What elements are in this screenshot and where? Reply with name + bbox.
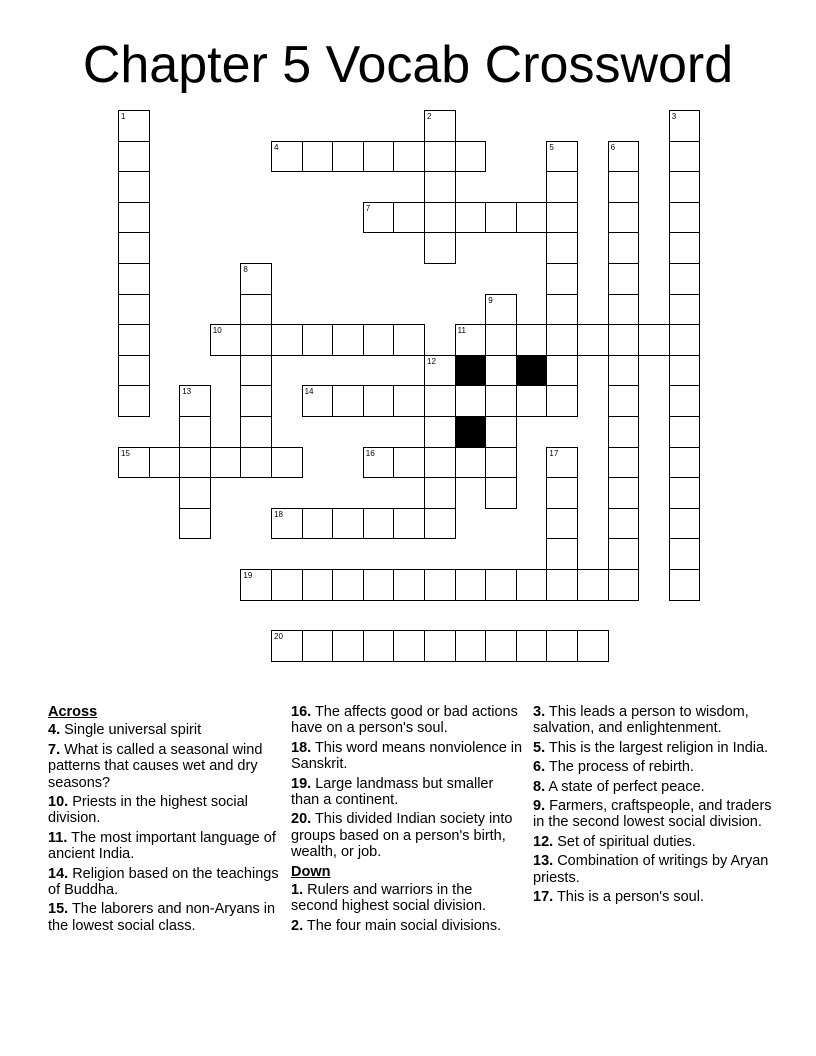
crossword-cell[interactable] [669, 141, 701, 173]
crossword-cell[interactable] [393, 141, 425, 173]
crossword-cell[interactable] [669, 385, 701, 417]
crossword-cell[interactable] [577, 569, 609, 601]
clue-number: 8 [243, 265, 248, 274]
crossword-cell[interactable] [118, 171, 150, 203]
crossword-cell[interactable] [271, 324, 303, 356]
crossword-cell[interactable] [424, 110, 456, 142]
clue-number: 11 [457, 326, 466, 336]
clue-number: 14 [304, 387, 314, 397]
crossword-cell[interactable] [302, 508, 334, 540]
crossword-cell[interactable] [393, 324, 425, 356]
crossword-cell[interactable] [179, 447, 211, 479]
crossword-cell[interactable] [240, 263, 272, 295]
clue-number: 19 [243, 571, 253, 580]
crossword-cell[interactable] [332, 569, 364, 601]
crossword-cell[interactable] [516, 630, 548, 662]
crossword-cell[interactable] [363, 508, 395, 540]
crossword-cell[interactable] [669, 263, 701, 295]
crossword-cell[interactable] [669, 324, 701, 356]
clue-number: 5 [549, 142, 554, 152]
black-square [516, 355, 548, 387]
crossword-cell[interactable] [455, 324, 487, 356]
clue-across-7: 7. What is called a seasonal wind patterns that causes wet and dry seasons? [48, 741, 263, 791]
crossword-cell[interactable] [363, 447, 395, 479]
crossword-cell[interactable] [302, 630, 334, 662]
clue-down-6: 6. The process of rebirth. [533, 759, 694, 776]
crossword-cell[interactable] [118, 324, 150, 356]
crossword-cell[interactable] [577, 630, 609, 662]
crossword-cell[interactable] [210, 447, 242, 479]
crossword-cell[interactable] [669, 538, 701, 570]
crossword-cell[interactable] [638, 324, 670, 356]
crossword-cell[interactable] [608, 355, 640, 387]
crossword-cell[interactable] [455, 385, 487, 417]
crossword-cell[interactable] [485, 355, 517, 387]
crossword-cell[interactable] [669, 447, 701, 479]
crossword-cell[interactable] [393, 447, 425, 479]
crossword-cell[interactable] [516, 569, 548, 601]
crossword-cell[interactable] [608, 477, 640, 509]
clue-number: 9 [488, 295, 493, 305]
crossword-cell[interactable] [669, 232, 701, 264]
clue-number: 2 [427, 112, 432, 121]
crossword-cell[interactable] [546, 263, 578, 295]
crossword-cell[interactable] [332, 324, 364, 356]
crossword-cell[interactable] [546, 447, 578, 479]
clue-across-19: 19. Large landmass but smaller than a continent. [291, 775, 494, 809]
crossword-cell[interactable] [424, 385, 456, 417]
crossword-cell[interactable] [669, 171, 701, 203]
crossword-cell[interactable] [669, 110, 701, 142]
crossword-cell[interactable] [546, 508, 578, 540]
crossword-cell[interactable] [608, 232, 640, 264]
crossword-cell[interactable] [546, 385, 578, 417]
crossword-cell[interactable] [485, 202, 517, 234]
crossword-cell[interactable] [424, 416, 456, 448]
clue-across-16: 16. The affects good or bad actions have on a person's soul. [291, 704, 518, 737]
crossword-cell[interactable] [608, 447, 640, 479]
clue-number: 6 [610, 142, 616, 152]
crossword-cell[interactable] [485, 385, 517, 417]
crossword-cell[interactable] [363, 569, 395, 601]
crossword-cell[interactable] [424, 355, 456, 387]
crossword-cell[interactable] [455, 141, 487, 173]
crossword-cell[interactable] [485, 324, 517, 356]
clues-column-2 [291, 702, 523, 937]
crossword-cell[interactable] [240, 355, 272, 387]
crossword-cell[interactable] [271, 569, 303, 601]
clue-across-15: 15. The laborers and non-Aryans in the lowest social class. [48, 901, 276, 934]
clue-number: 12 [427, 356, 436, 366]
crossword-cell[interactable] [608, 324, 640, 356]
crossword-cell[interactable] [485, 630, 517, 662]
crossword-cell[interactable] [424, 477, 456, 509]
clue-down-1: 1. Rulers and warriors in the second highest social division. [291, 882, 487, 915]
crossword-cell[interactable] [546, 324, 578, 356]
crossword-cell[interactable] [302, 569, 334, 601]
crossword-cell[interactable] [271, 508, 303, 540]
crossword-cell[interactable] [118, 141, 150, 173]
clue-across-4: 4. Single universal spirit [48, 722, 202, 739]
crossword-cell[interactable] [455, 202, 487, 234]
crossword-cell[interactable] [271, 447, 303, 479]
crossword-cell[interactable] [608, 202, 640, 234]
clue-down-5: 5. This is the largest religion in India. [533, 739, 769, 756]
crossword-cell[interactable] [363, 141, 395, 173]
crossword-cell[interactable] [179, 508, 211, 540]
crossword-cell[interactable] [424, 141, 456, 173]
clue-across-14: 14. Religion based on the teachings of Buddha. [48, 865, 279, 899]
clue-number: 7 [365, 203, 371, 213]
crossword-cell[interactable] [608, 538, 640, 570]
crossword-cell[interactable] [546, 202, 578, 234]
crossword-cell[interactable] [240, 447, 272, 479]
clue-down-9: 9. Farmers, craftspeople, and traders in the second lowest social division. [533, 798, 772, 831]
crossword-cell[interactable] [608, 508, 640, 540]
crossword-cell[interactable] [332, 385, 364, 417]
crossword-cell[interactable] [240, 324, 272, 356]
crossword-cell[interactable] [424, 569, 456, 601]
clue-across-18: 18. This word means nonviolence in Sanskrit. [291, 739, 523, 773]
clue-down-13: 13. Combination of writings by Aryan priests. [533, 853, 769, 886]
crossword-cell[interactable] [608, 416, 640, 448]
clue-number: 18 [274, 509, 283, 519]
crossword-cell[interactable] [546, 294, 578, 326]
crossword-cell[interactable] [118, 294, 150, 326]
crossword-cell[interactable] [118, 232, 150, 264]
clue-down-2: 2. The four main social divisions. [291, 917, 502, 934]
crossword-cell[interactable] [546, 171, 578, 203]
clue-across-11: 11. The most important language of ancient India. [48, 829, 276, 863]
clue-down-12: 12. Set of spiritual duties. [533, 833, 696, 850]
page-title: Chapter 5 Vocab Crossword [82, 36, 734, 94]
crossword-cell[interactable] [118, 447, 150, 479]
crossword-cell[interactable] [363, 202, 395, 234]
crossword-cell[interactable] [271, 141, 303, 173]
clue-number: 4 [274, 142, 279, 152]
crossword-cell[interactable] [608, 171, 640, 203]
crossword-cell[interactable] [485, 569, 517, 601]
crossword-cell[interactable] [424, 508, 456, 540]
clue-number: 16 [365, 448, 375, 458]
crossword-cell[interactable] [240, 294, 272, 326]
crossword-cell[interactable] [393, 202, 425, 234]
crossword-cell[interactable] [485, 294, 517, 326]
crossword-cell[interactable] [149, 447, 181, 479]
crossword-cell[interactable] [608, 569, 640, 601]
crossword-cell[interactable] [118, 355, 150, 387]
crossword-cell[interactable] [577, 324, 609, 356]
crossword-cell[interactable] [669, 416, 701, 448]
crossword-cell[interactable] [332, 508, 364, 540]
crossword-cell[interactable] [179, 385, 211, 417]
clue-across-20: 20. This divided Indian society into groups based on a person's birth, wealth, or job. [291, 811, 513, 861]
across-heading: Across [48, 704, 98, 720]
crossword-cell[interactable] [271, 630, 303, 662]
crossword-cell[interactable] [424, 630, 456, 662]
crossword-cell[interactable] [393, 508, 425, 540]
crossword-cell[interactable] [608, 263, 640, 295]
crossword-cell[interactable] [332, 141, 364, 173]
crossword-cell[interactable] [393, 385, 425, 417]
crossword-cell[interactable] [302, 324, 334, 356]
crossword-cell[interactable] [424, 447, 456, 479]
crossword-cell[interactable] [424, 202, 456, 234]
clues-column-3 [533, 702, 773, 908]
crossword-cell[interactable] [485, 447, 517, 479]
crossword-cell[interactable] [363, 385, 395, 417]
crossword-cell[interactable] [608, 385, 640, 417]
crossword-cell[interactable] [516, 202, 548, 234]
clue-number: 15 [121, 448, 130, 458]
clue-number: 1 [121, 112, 126, 121]
crossword-cell[interactable] [363, 630, 395, 662]
crossword-cell[interactable] [608, 141, 640, 173]
crossword-cell[interactable] [455, 569, 487, 601]
crossword-cell[interactable] [669, 508, 701, 540]
crossword-cell[interactable] [516, 385, 548, 417]
crossword-cell[interactable] [546, 477, 578, 509]
clue-down-3: 3. This leads a person to wisdom, salvation, and enlightenment. [533, 704, 749, 737]
crossword-cell[interactable] [546, 141, 578, 173]
crossword-cell[interactable] [424, 232, 456, 264]
crossword-cell[interactable] [424, 171, 456, 203]
clue-down-17: 17. This is a person's soul. [533, 889, 704, 906]
clue-across-10: 10. Priests in the highest social division. [48, 794, 248, 827]
crossword-cell[interactable] [546, 630, 578, 662]
clue-number: 10 [212, 326, 222, 336]
clue-number: 20 [274, 632, 283, 642]
crossword-cell[interactable] [118, 385, 150, 417]
crossword-cell[interactable] [210, 324, 242, 356]
crossword-cell[interactable] [118, 263, 150, 295]
crossword-cell[interactable] [240, 416, 272, 448]
crossword-cell[interactable] [669, 294, 701, 326]
clue-number: 13 [182, 387, 192, 397]
crossword-cell[interactable] [546, 232, 578, 264]
crossword-cell[interactable] [240, 385, 272, 417]
crossword-cell[interactable] [240, 569, 272, 601]
down-heading: Down [291, 863, 331, 880]
black-square [455, 355, 487, 387]
crossword-cell[interactable] [485, 416, 517, 448]
crossword-cell[interactable] [455, 630, 487, 662]
crossword-cell[interactable] [485, 477, 517, 509]
crossword-cell[interactable] [516, 324, 548, 356]
black-square [455, 416, 487, 448]
crossword-cell[interactable] [546, 355, 578, 387]
clue-number: 17 [549, 448, 559, 458]
crossword-cell[interactable] [608, 294, 640, 326]
crossword-cell[interactable] [393, 569, 425, 601]
crossword-cell[interactable] [302, 141, 334, 173]
crossword-cell[interactable] [669, 569, 701, 601]
crossword-cell[interactable] [546, 538, 578, 570]
crossword-cell[interactable] [179, 477, 211, 509]
crossword-cell[interactable] [669, 202, 701, 234]
clues-column-1 [48, 702, 280, 937]
crossword-cell[interactable] [332, 630, 364, 662]
crossword-cell[interactable] [118, 202, 150, 234]
crossword-cell[interactable] [393, 630, 425, 662]
clue-number: 3 [671, 112, 677, 121]
crossword-cell[interactable] [455, 447, 487, 479]
crossword-cell[interactable] [118, 110, 150, 142]
crossword-cell[interactable] [363, 324, 395, 356]
crossword-cell[interactable] [302, 385, 334, 417]
clue-down-8: 8. A state of perfect peace. [533, 778, 705, 795]
crossword-cell[interactable] [669, 355, 701, 387]
crossword-cell[interactable] [546, 569, 578, 601]
crossword-cell[interactable] [669, 477, 701, 509]
crossword-cell[interactable] [179, 416, 211, 448]
